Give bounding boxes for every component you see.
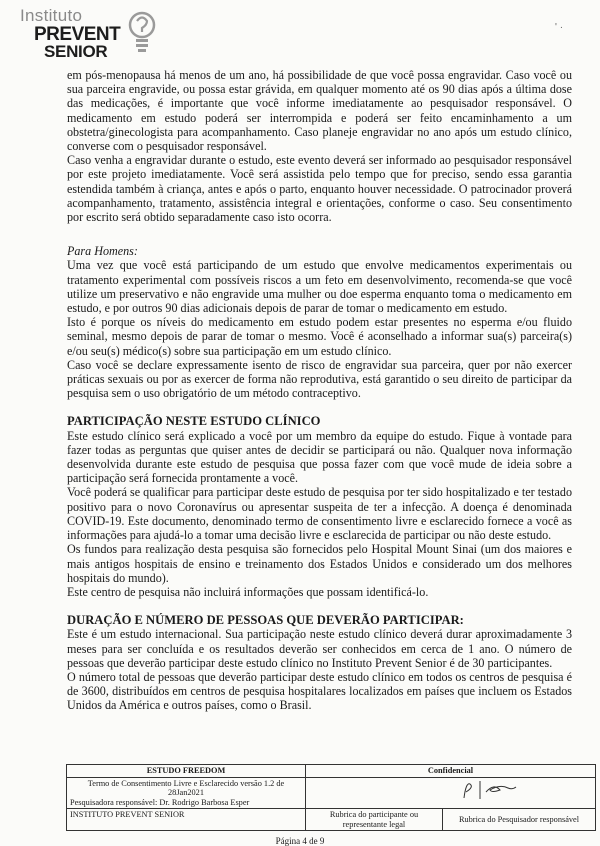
paragraph: Uma vez que você está participando de um estudo que envolve medicamentos experimentais ou tratamento experimental com possíveis riscos a um feto em desenvolvimento, recomenda-se que você utilize um preservativo e não engravide uma mulher ou doe esperma enquanto toma o medicamento em estudo, e por outros 90 dias adicionais depois de parar de tomar o medicamento em estudo. <box>67 258 572 316</box>
paragraph: Isto é porque os níveis do medicamento em estudo podem estar presentes no esperma e/ou fluido seminal, mesmo depois de parar de tomar o mesmo. Você é aconselhado a informar sua(s) parceira(s) e/ou seu(s) médico(s) sobre sua participação em um estudo clínico. <box>67 315 572 358</box>
handwritten-signature <box>456 778 576 800</box>
heading-duration: DURAÇÃO E NÚMERO DE PESSOAS QUE DEVERÃO PARTICIPAR: <box>67 613 464 628</box>
consent-term-version <box>67 777 306 809</box>
term-version-text: Termo de Consentimento Livre e Esclarecido versão 1.2 de 28Jan2021 <box>87 778 285 797</box>
scan-marks: ' · <box>555 22 564 33</box>
institute-name: INSTITUTO PREVENT SENIOR <box>67 809 306 831</box>
paragraph: Caso você se declare expressamente isento de risco de engravidar sua parceira, quer por não exercer práticas sexuais ou por as exercer de forma não reprodutiva, está garantido o seu direito de participar da pesquisa sem o uso obrigatório de um método contraceptivo. <box>67 357 572 401</box>
researcher-rubric: Rubrica do Pesquisador responsável <box>443 809 596 831</box>
paragraph: Este estudo clínico será explicado a você por um membro da equipe do estudo. Fique à vontade para fazer todas as perguntas que quiser antes de decidir se participará ou não. Qualquer nova informação desenvolvida durante este estudo de pesquisa que possa fazer com que você mude de ideia sobre a participação será fornecida prontamente a você. <box>67 428 572 486</box>
participant-rubric: Rubrica do participante ou representante legal <box>306 809 443 831</box>
paragraph: O número total de pessoas que deverão participar deste estudo clínico em todos os centros de pesquisa é de 3600, distribuídos em centros de pesquisa hospitalares localizados em países que incluem os Estados Unidos da América e outros países, como o Brasil. <box>67 669 572 713</box>
confidential-label: Confidencial <box>306 765 596 778</box>
page-number: Página 4 de 9 <box>275 836 325 846</box>
lightbulb-question-icon <box>128 6 158 64</box>
researcher-name: Pesquisadora responsável: Dr. Rodrigo Barbosa Esper <box>70 797 250 807</box>
document-body <box>67 68 572 713</box>
footer-table <box>66 764 596 831</box>
paragraph: Os fundos para realização desta pesquisa são fornecidos pelo Hospital Mount Sinai (um dos maiores e mais antigos hospitais de ensino e treinamento dos Estados Unidos e considerado um dos melhores hospitais do mundo). <box>67 542 572 585</box>
heading-participation: PARTICIPAÇÃO NESTE ESTUDO CLÍNICO <box>67 414 321 429</box>
logo-line-2: PREVENT <box>34 24 121 45</box>
paragraph: Você poderá se qualificar para participar deste estudo de pesquisa por ter sido hospitalizado e ter testado positivo para o novo Coronavírus ou apresentar suspeita de ter a infecção. A doença é denominada COVID-19. Este documento, denominado termo de consentimento livre e esclarecido fornece a você as informações para ajudá-lo a tomar uma decisão livre e esclarecida de participar ou não deste estudo. <box>67 485 572 543</box>
paragraph: em pós-menopausa há menos de um ano, há possibilidade de que você possa engravidar. Caso você ou sua parceira engravide, ou possa estar grávida, em qualquer momento até os 90 dias após a última dose das medicações, é importante que você informe imediatamente ao pesquisador responsável. O medicamento em estudo poderá ser interrompida e poderá ser feito encaminhamento a um obstetra/ginecologista para acompanhamento. Caso planeje engravidar no ano após um estudo clínico, converse com o pesquisador responsável. <box>67 68 572 154</box>
paragraph: Este centro de pesquisa não incluirá informações que possam identificá-lo. <box>67 584 429 599</box>
section-title-men: Para Homens: <box>67 244 138 259</box>
logo-line-3: SENIOR <box>44 42 108 61</box>
paragraph: Caso venha a engravidar durante o estudo, este evento deverá ser informado ao pesquisador responsável por este projeto imediatamente. Você será assistida pelo tempo que for preciso, sendo essa garantia estendida também à criança, antes e após o parto, enquanto houver necessidade. O patrocinador proverá acompanhamento, tratamento, assistência integral e orientações, conforme o caso. Seu consentimento por escrito será obtido separadamente caso isto ocorra. <box>67 153 572 225</box>
logo-line-1: Instituto <box>20 6 83 25</box>
institute-logo <box>18 4 158 66</box>
study-name: ESTUDO FREEDOM <box>67 765 306 778</box>
signature-area <box>306 777 596 809</box>
paragraph: Este é um estudo internacional. Sua participação neste estudo clínico deverá durar aproximadamente 3 meses para ser concluída e os resultados deverão ser conhecidos em cerca de 1 ano. O número de pessoas que deverão participar deste estudo clínico no Instituto Prevent Senior é de 30 participantes. <box>67 627 572 670</box>
